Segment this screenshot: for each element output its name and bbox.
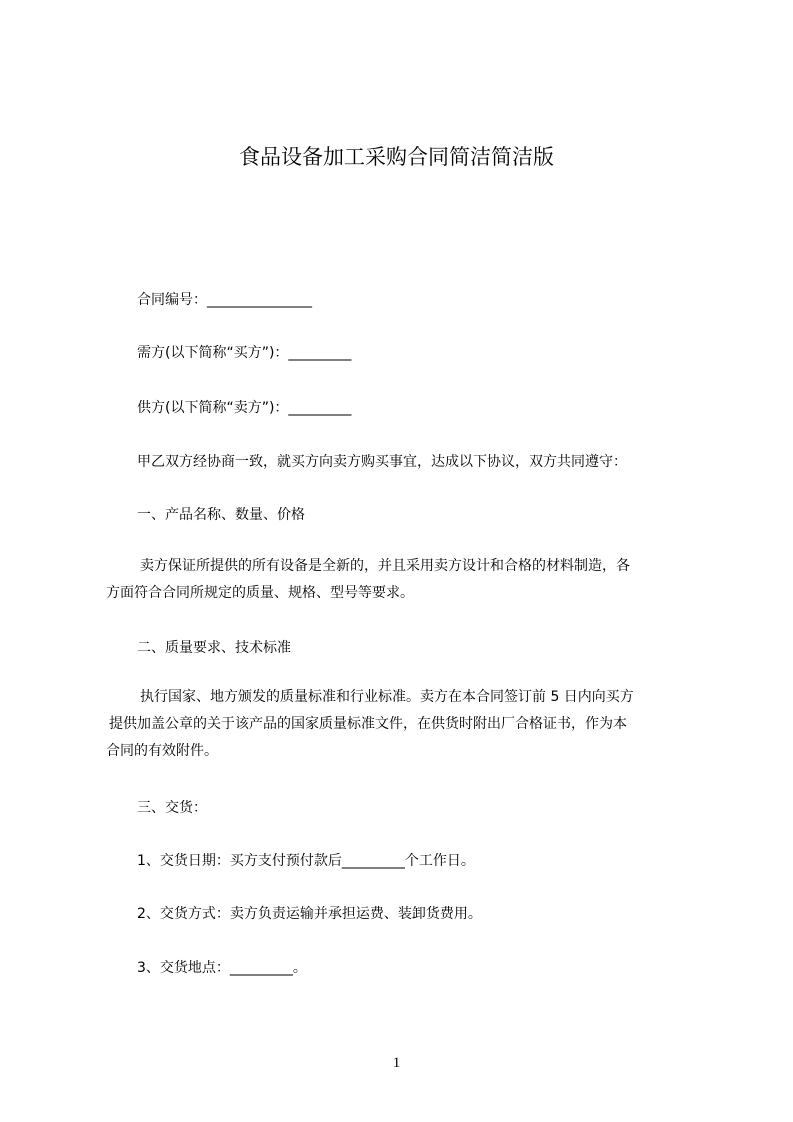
section1-body-line: 卖方保证所提供的所有设备是全新的，并且采用卖方设计和合格的材料制造，各 — [140, 558, 630, 574]
page-number: 1 — [392, 1055, 401, 1071]
section1-body — [106, 553, 630, 607]
section2-heading: 二、质量要求、技术标准 — [137, 640, 291, 656]
section1-heading: 一、产品名称、数量、价格 — [137, 507, 305, 523]
section2-body-line: 提供加盖公章的关于该产品的国家质量标准文件，在供货时附出厂合格证书，作为本 — [109, 716, 627, 732]
section2-body-line: 合同的有效附件。 — [106, 743, 218, 759]
document-title: 食品设备加工采购合同简洁简洁版 — [239, 145, 554, 169]
section2-body — [106, 684, 634, 765]
buyer-line: 需方(以下简称“买方”)：_________ — [137, 345, 352, 361]
section2-body-line: 执行国家、地方颁发的质量标准和行业标准。卖方在本合同签订前 5 日内向买方 — [140, 689, 634, 705]
section1-body-line: 方面符合合同所规定的质量、规格、型号等要求。 — [106, 585, 414, 601]
delivery-method-line: 2、交货方式：卖方负责运输并承担运费、装卸货费用。 — [137, 906, 482, 922]
intro-paragraph: 甲乙双方经协商一致，就买方向卖方购买事宜，达成以下协议，双方共同遵守： — [137, 454, 627, 470]
section3-heading: 三、交货： — [137, 800, 207, 816]
seller-line: 供方(以下简称“卖方”)：_________ — [137, 400, 352, 416]
delivery-place-line: 3、交货地点：_________。 — [137, 960, 307, 976]
contract-number-line: 合同编号：_______________ — [137, 292, 312, 308]
delivery-date-line: 1、交货日期：买方支付预付款后_________个工作日。 — [137, 853, 475, 869]
